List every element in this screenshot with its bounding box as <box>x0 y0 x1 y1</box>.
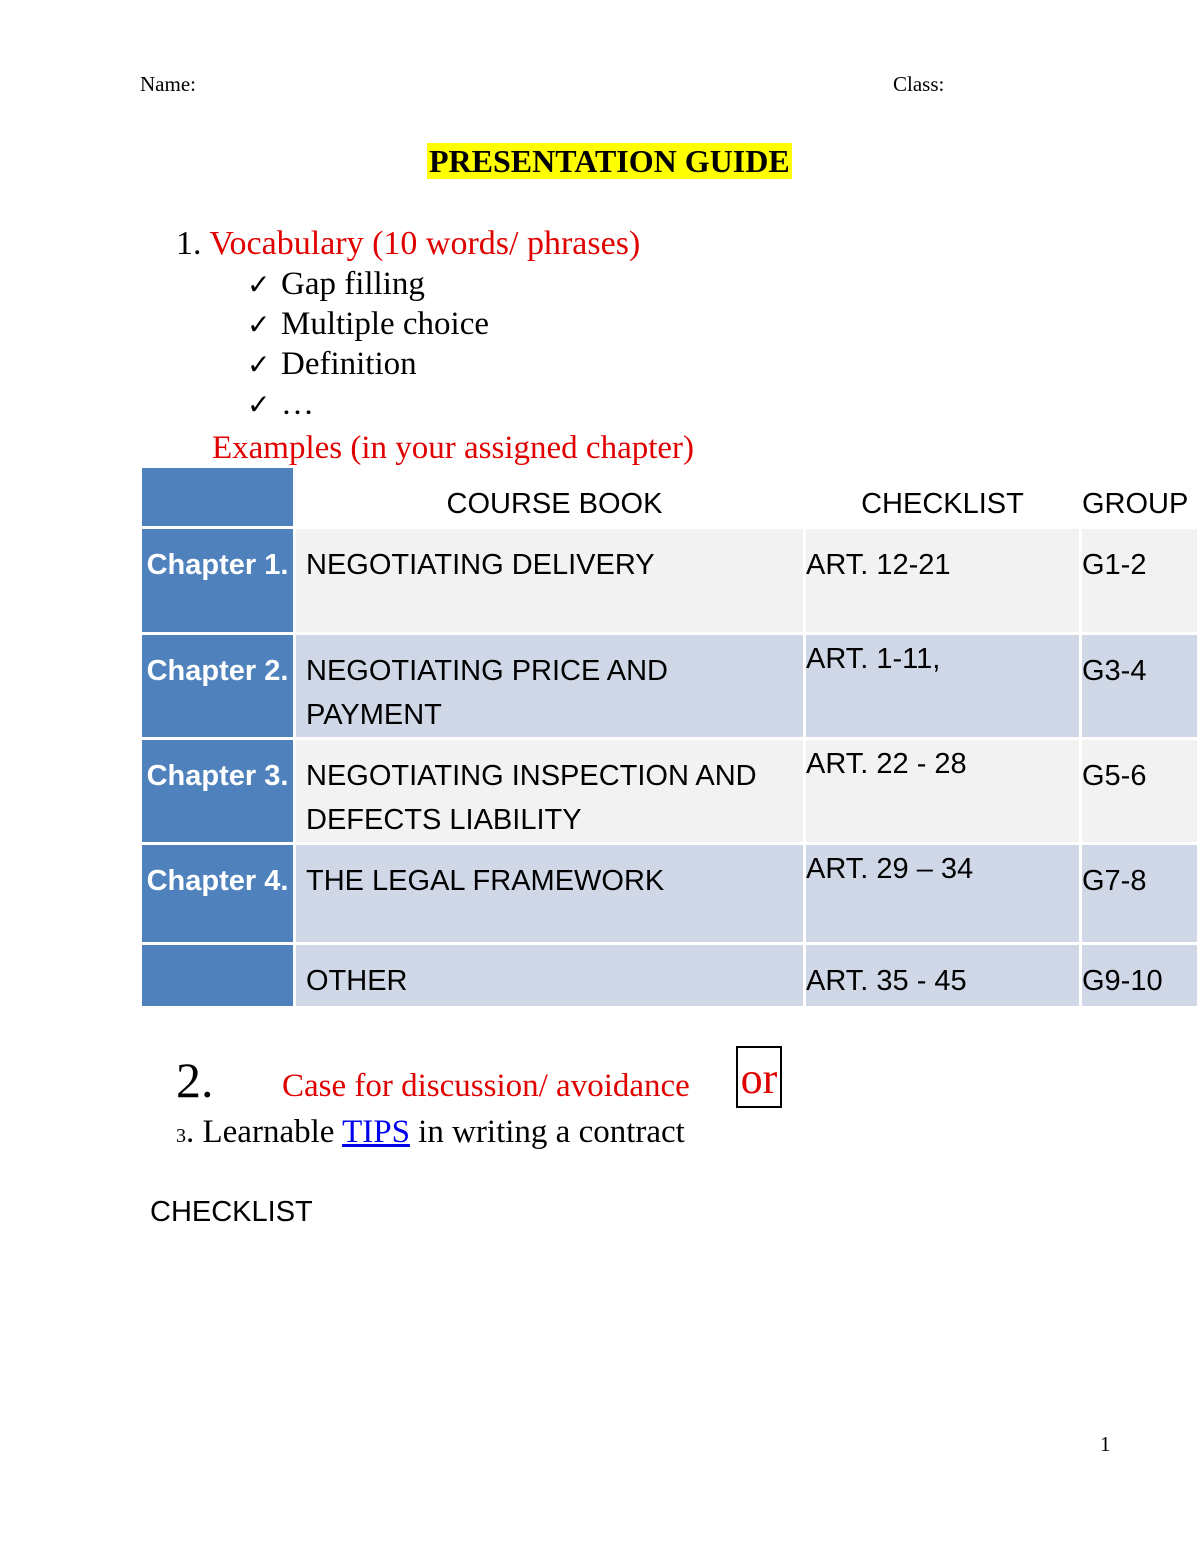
checklist-item <box>247 384 314 425</box>
table-row <box>142 845 1200 945</box>
tips-link[interactable]: TIPS <box>342 1114 410 1150</box>
checklist-item <box>247 304 489 345</box>
section-1-heading <box>176 224 640 264</box>
table-header-row <box>142 468 1200 529</box>
checklist-item <box>247 344 417 385</box>
course-cell: NEGOTIATING PRICE AND PAYMENT <box>296 635 806 740</box>
table-header-corner <box>142 468 296 529</box>
table-row <box>142 945 1200 1009</box>
checklist-item <box>247 264 425 305</box>
or-boxed-text: or <box>736 1046 782 1108</box>
table-header-course-book: COURSE BOOK <box>296 468 806 529</box>
chapter-cell: Chapter 2. <box>142 635 296 740</box>
page-number: 1 <box>1100 1432 1111 1456</box>
group-cell: G1-2 <box>1082 529 1200 635</box>
checklist-item-label: Multiple choice <box>281 306 490 342</box>
checklist-item-label: Definition <box>281 346 417 382</box>
checklist-item-label: Gap filling <box>281 266 425 302</box>
table-row <box>142 635 1200 740</box>
chapter-cell: Chapter 4. <box>142 845 296 945</box>
chapter-cell <box>142 945 296 1009</box>
check-icon: ✓ <box>247 308 271 341</box>
checklist-cell: ART. 29 – 34 <box>806 845 1082 945</box>
checklist-cell: ART. 35 - 45 <box>806 945 1082 1009</box>
section-3-dot: . <box>186 1114 195 1150</box>
class-label: Class: <box>893 72 945 96</box>
checklist-cell: ART. 12-21 <box>806 529 1082 635</box>
course-cell: OTHER <box>296 945 806 1009</box>
section-1-title: Vocabulary (10 words/ phrases) <box>209 225 641 262</box>
group-cell: G9-10 <box>1082 945 1200 1009</box>
group-cell: G3-4 <box>1082 635 1200 740</box>
chapter-table <box>142 468 1200 1009</box>
checklist-cell: ART. 22 - 28 <box>806 740 1082 845</box>
group-cell: G7-8 <box>1082 845 1200 945</box>
name-label: Name: <box>140 72 196 96</box>
section-3-number: 3 <box>176 1125 186 1147</box>
section-3-heading <box>176 1112 685 1156</box>
checklist-item-label: … <box>281 386 314 422</box>
chapter-cell: Chapter 3. <box>142 740 296 845</box>
section-2-title: Case for discussion/ avoidance <box>282 1068 690 1104</box>
course-cell: THE LEGAL FRAMEWORK <box>296 845 806 945</box>
checklist-cell: ART. 1-11, <box>806 635 1082 740</box>
table-row <box>142 740 1200 845</box>
checklist-label: CHECKLIST <box>150 1196 313 1228</box>
table-row <box>142 529 1200 635</box>
section-2-number: 2. <box>176 1052 214 1108</box>
course-cell: NEGOTIATING INSPECTION AND DEFECTS LIABILITY <box>296 740 806 845</box>
course-cell: NEGOTIATING DELIVERY <box>296 529 806 635</box>
table-header-checklist: CHECKLIST <box>806 468 1082 529</box>
check-icon: ✓ <box>247 268 271 301</box>
section-1-number: 1. <box>176 225 202 262</box>
section-3-suffix: in writing a contract <box>409 1114 685 1150</box>
check-icon: ✓ <box>247 348 271 381</box>
check-icon: ✓ <box>247 388 271 421</box>
examples-heading: Examples (in your assigned chapter) <box>212 430 695 466</box>
section-3-prefix: Learnable <box>202 1114 343 1150</box>
page-title: PRESENTATION GUIDE <box>429 143 790 179</box>
table-header-group: GROUP <box>1082 468 1200 529</box>
group-cell: G5-6 <box>1082 740 1200 845</box>
chapter-cell: Chapter 1. <box>142 529 296 635</box>
